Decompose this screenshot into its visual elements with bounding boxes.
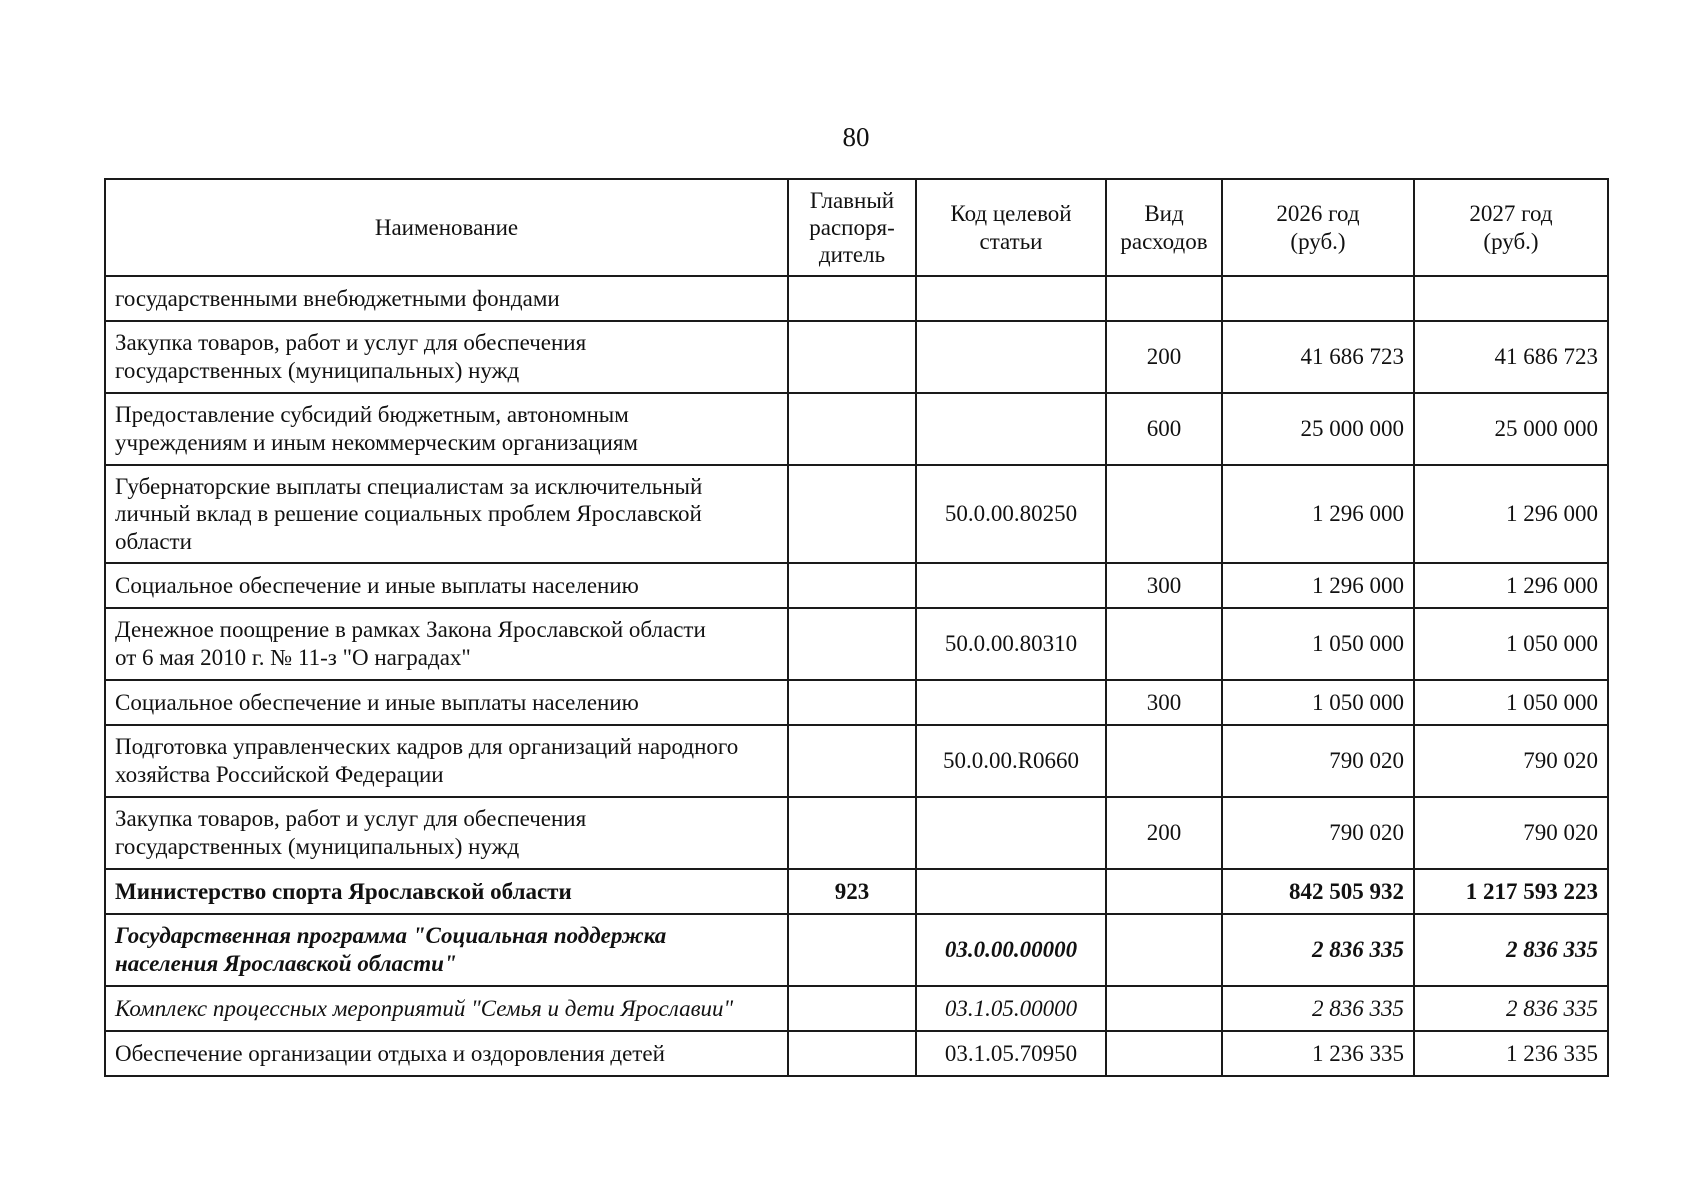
cell-name-line: хозяйства Российской Федерации bbox=[115, 762, 444, 787]
cell-vid: 200 bbox=[1106, 797, 1222, 869]
cell-2026: 1 296 000 bbox=[1222, 465, 1414, 563]
cell-glavny bbox=[788, 725, 916, 797]
cell-glavny bbox=[788, 276, 916, 321]
cell-glavny bbox=[788, 465, 916, 563]
cell-vid bbox=[1106, 608, 1222, 680]
table-row bbox=[105, 869, 1608, 914]
table-header-row bbox=[105, 179, 1608, 276]
cell-2027: 790 020 bbox=[1414, 725, 1608, 797]
cell-kod: 50.0.00.80310 bbox=[916, 608, 1106, 680]
cell-name-line: Комплекс процессных мероприятий "Семья и дети Ярославии" bbox=[115, 995, 734, 1021]
cell-name-line: государственными внебюджетными фондами bbox=[115, 285, 560, 311]
cell-2026: 41 686 723 bbox=[1222, 321, 1414, 393]
cell-name bbox=[105, 276, 788, 321]
header-glavny-line2: распоря- bbox=[809, 214, 895, 240]
cell-kod bbox=[916, 321, 1106, 393]
cell-name-line: Закупка товаров, работ и услуг для обеспечения bbox=[115, 330, 587, 356]
cell-name-line: Подготовка управленческих кадров для организаций народного bbox=[115, 734, 739, 760]
cell-2027 bbox=[1414, 276, 1608, 321]
header-2027 bbox=[1414, 179, 1608, 276]
cell-name bbox=[105, 797, 788, 869]
cell-vid: 300 bbox=[1106, 680, 1222, 725]
table-row bbox=[105, 465, 1608, 563]
cell-name-line: области bbox=[115, 528, 192, 554]
cell-vid: 200 bbox=[1106, 321, 1222, 393]
cell-2026: 790 020 bbox=[1222, 797, 1414, 869]
header-glavny-line3: дитель bbox=[818, 242, 886, 268]
cell-kod bbox=[916, 393, 1106, 465]
cell-vid bbox=[1106, 914, 1222, 986]
table-row bbox=[105, 1031, 1608, 1076]
cell-kod: 03.1.05.70950 bbox=[916, 1031, 1106, 1076]
header-kod-line1: Код целевой bbox=[950, 201, 1072, 227]
cell-glavny bbox=[788, 563, 916, 608]
cell-glavny bbox=[788, 1031, 916, 1076]
cell-vid bbox=[1106, 986, 1222, 1031]
cell-glavny bbox=[788, 797, 916, 869]
cell-name bbox=[105, 563, 788, 608]
table-row bbox=[105, 914, 1608, 986]
cell-name-line: учреждениям и иным некоммерческим организациям bbox=[115, 430, 638, 455]
header-glavny-line1: Главный bbox=[809, 187, 895, 213]
cell-name bbox=[105, 1031, 788, 1076]
cell-name bbox=[105, 680, 788, 725]
cell-2026 bbox=[1222, 276, 1414, 321]
table-row bbox=[105, 276, 1608, 321]
budget-table bbox=[104, 178, 1609, 1077]
header-2027-line2: (руб.) bbox=[1483, 228, 1539, 254]
header-vid-line1: Вид bbox=[1144, 201, 1184, 227]
table-row bbox=[105, 393, 1608, 465]
header-2026 bbox=[1222, 179, 1414, 276]
cell-2026: 842 505 932 bbox=[1222, 869, 1414, 914]
cell-name-line: личный вклад в решение социальных проблем Ярославской bbox=[115, 501, 702, 527]
cell-2027: 2 836 335 bbox=[1414, 914, 1608, 986]
header-name: Наименование bbox=[105, 179, 788, 276]
cell-glavny: 923 bbox=[788, 869, 916, 914]
cell-vid bbox=[1106, 465, 1222, 563]
table-row bbox=[105, 680, 1608, 725]
cell-vid: 300 bbox=[1106, 563, 1222, 608]
cell-glavny bbox=[788, 393, 916, 465]
cell-name-line: Государственная программа "Социальная поддержка bbox=[115, 923, 667, 949]
header-2027-line1: 2027 год bbox=[1469, 201, 1553, 227]
cell-name-line: Губернаторские выплаты специалистам за исключительный bbox=[115, 473, 703, 499]
cell-2026: 2 836 335 bbox=[1222, 986, 1414, 1031]
cell-glavny bbox=[788, 608, 916, 680]
cell-name bbox=[105, 986, 788, 1031]
cell-2027: 790 020 bbox=[1414, 797, 1608, 869]
cell-2026: 790 020 bbox=[1222, 725, 1414, 797]
cell-kod bbox=[916, 797, 1106, 869]
cell-name bbox=[105, 393, 788, 465]
table-row bbox=[105, 563, 1608, 608]
cell-vid bbox=[1106, 1031, 1222, 1076]
cell-2027: 1 050 000 bbox=[1414, 680, 1608, 725]
header-kod bbox=[916, 179, 1106, 276]
cell-vid bbox=[1106, 276, 1222, 321]
cell-2027: 25 000 000 bbox=[1414, 393, 1608, 465]
cell-2026: 1 050 000 bbox=[1222, 608, 1414, 680]
cell-2027: 2 836 335 bbox=[1414, 986, 1608, 1031]
cell-name bbox=[105, 321, 788, 393]
cell-kod bbox=[916, 680, 1106, 725]
cell-2027: 1 296 000 bbox=[1414, 563, 1608, 608]
cell-kod: 50.0.00.80250 bbox=[916, 465, 1106, 563]
cell-vid bbox=[1106, 869, 1222, 914]
cell-name-line: Предоставление субсидий бюджетным, автономным bbox=[115, 402, 629, 428]
header-2026-line1: 2026 год bbox=[1276, 201, 1360, 227]
cell-name-line: Социальное обеспечение и иные выплаты населению bbox=[115, 689, 639, 715]
cell-name-line: Министерство спорта Ярославской области bbox=[115, 878, 572, 904]
cell-2026: 2 836 335 bbox=[1222, 914, 1414, 986]
cell-2026: 25 000 000 bbox=[1222, 393, 1414, 465]
cell-2026: 1 296 000 bbox=[1222, 563, 1414, 608]
cell-kod bbox=[916, 276, 1106, 321]
cell-2027: 1 296 000 bbox=[1414, 465, 1608, 563]
header-vid bbox=[1106, 179, 1222, 276]
cell-kod: 50.0.00.R0660 bbox=[916, 725, 1106, 797]
header-2026-line2: (руб.) bbox=[1290, 228, 1346, 254]
table-row bbox=[105, 986, 1608, 1031]
cell-glavny bbox=[788, 986, 916, 1031]
table-row bbox=[105, 608, 1608, 680]
cell-glavny bbox=[788, 680, 916, 725]
table-body bbox=[105, 276, 1608, 1076]
cell-2027: 1 236 335 bbox=[1414, 1031, 1608, 1076]
cell-name-line: государственных (муниципальных) нужд bbox=[115, 358, 520, 383]
cell-name-line: Денежное поощрение в рамках Закона Ярославской области bbox=[115, 617, 706, 643]
cell-name bbox=[105, 725, 788, 797]
cell-name-line: от 6 мая 2010 г. № 11-з "О наградах" bbox=[115, 645, 471, 670]
cell-kod bbox=[916, 869, 1106, 914]
table-row bbox=[105, 321, 1608, 393]
cell-kod bbox=[916, 563, 1106, 608]
table-row bbox=[105, 725, 1608, 797]
cell-vid bbox=[1106, 725, 1222, 797]
header-glavny bbox=[788, 179, 916, 276]
table-row bbox=[105, 797, 1608, 869]
cell-glavny bbox=[788, 321, 916, 393]
cell-name bbox=[105, 869, 788, 914]
cell-name-line: государственных (муниципальных) нужд bbox=[115, 834, 520, 859]
header-vid-line2: расходов bbox=[1120, 228, 1208, 254]
cell-vid: 600 bbox=[1106, 393, 1222, 465]
cell-kod: 03.0.00.00000 bbox=[916, 914, 1106, 986]
cell-name-line: Социальное обеспечение и иные выплаты населению bbox=[115, 572, 639, 598]
cell-name-line: Обеспечение организации отдыха и оздоровления детей bbox=[115, 1040, 665, 1066]
cell-2026: 1 236 335 bbox=[1222, 1031, 1414, 1076]
cell-kod: 03.1.05.00000 bbox=[916, 986, 1106, 1031]
cell-glavny bbox=[788, 914, 916, 986]
cell-name-line: Закупка товаров, работ и услуг для обеспечения bbox=[115, 806, 587, 832]
cell-name bbox=[105, 465, 788, 563]
cell-name bbox=[105, 914, 788, 986]
page-number: 80 bbox=[842, 122, 870, 152]
cell-name bbox=[105, 608, 788, 680]
cell-2027: 1 217 593 223 bbox=[1414, 869, 1608, 914]
cell-2027: 1 050 000 bbox=[1414, 608, 1608, 680]
cell-2027: 41 686 723 bbox=[1414, 321, 1608, 393]
cell-2026: 1 050 000 bbox=[1222, 680, 1414, 725]
cell-name-line: населения Ярославской области" bbox=[115, 951, 457, 976]
header-kod-line2: статьи bbox=[979, 228, 1043, 254]
